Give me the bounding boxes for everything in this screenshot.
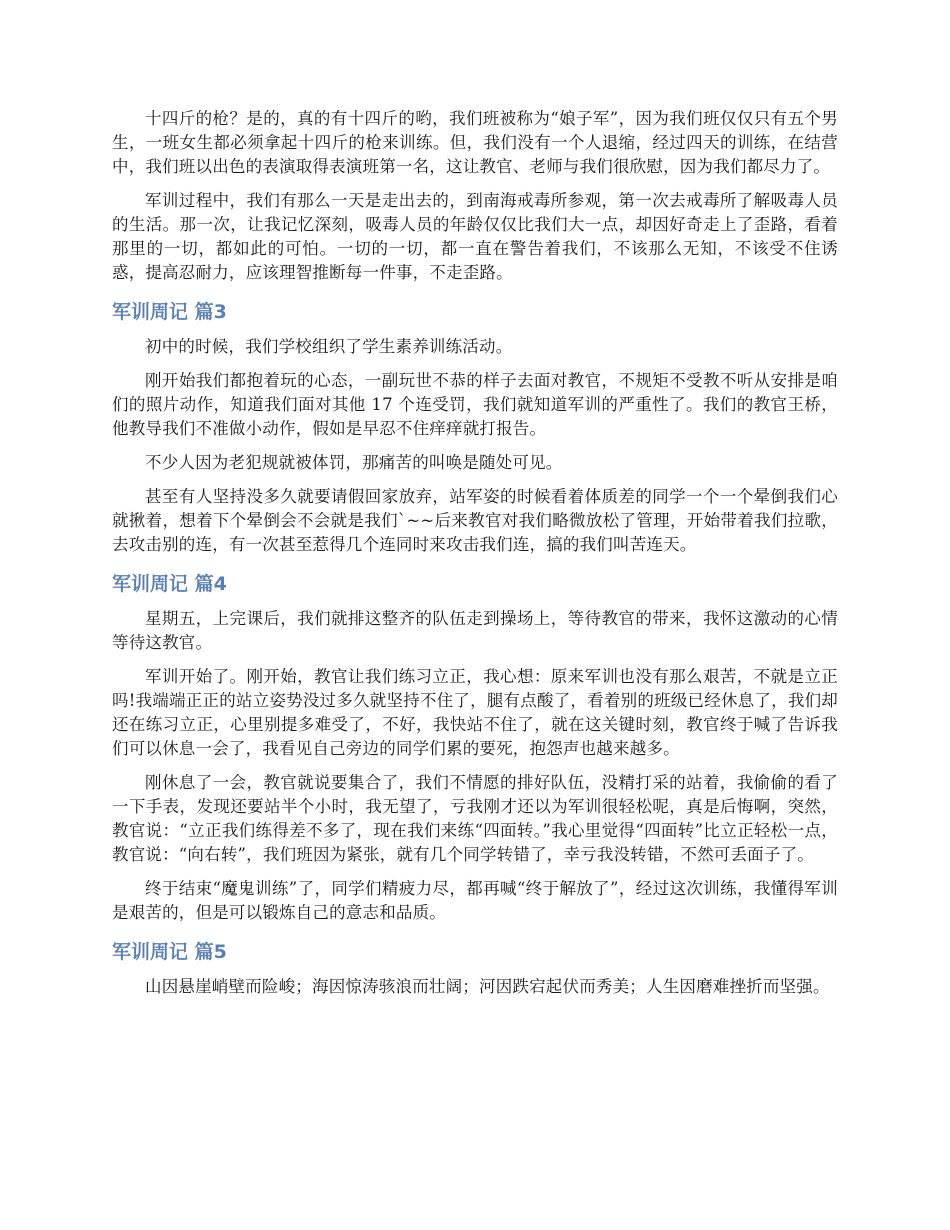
section-3 [112, 299, 838, 557]
section-intro [112, 107, 838, 285]
paragraph: 初中的时候，我们学校组织了学生素养训练活动。 [145, 337, 513, 356]
paragraph: 军训过程中，我们有那么一天是走出去的，到南海戒毒所参观，第一次去戒毒所了解吸毒人员的生活。那一次，让我记忆深刻，吸毒人员的年龄仅仅比我们大一点，却因好奇走上了歪路，看着那里的一切，都如此的可怕。一切的一切，都一直在警告着我们，不该那么无知，不该受不住诱惑，提高忍耐力，应该理智推断每一件事，不走歪路。 [112, 191, 838, 282]
section-heading: 军训周记 篇4 [112, 573, 227, 595]
paragraph: 军训开始了。刚开始，教官让我们练习立正，我心想：原来军训也没有那么艰苦，不就是立正吗!我端端正正的站立姿势没过多久就坚持不住了，腿有点酸了，看着别的班级已经休息了，我们却还在练习立正，心里别提多难受了，不好，我快站不住了，就在这关键时刻，教官终于喊了告诉我们可以休息一会了，我看见自己旁边的同学们累的要死，抱怨声也越来越多。 [112, 667, 838, 758]
section-heading: 军训周记 篇3 [112, 301, 227, 323]
paragraph: 不少人因为老犯规就被体罚，那痛苦的叫唤是随处可见。 [145, 453, 563, 472]
paragraph: 甚至有人坚持没多久就要请假回家放弃，站军姿的时候看着体质差的同学一个一个晕倒我们心就揪着，想着下个晕倒会不会就是我们`~~后来教官对我们略微放松了管理，开始带着我们拉歌，去攻击别的连，有一次甚至惹得几个连同时来攻击我们连，搞的我们叫苦连天。 [112, 487, 838, 554]
section-5 [112, 939, 838, 999]
paragraph: 山因悬崖峭壁而险峻；海因惊涛骇浪而壮阔；河因跌宕起伏而秀美；人生因磨难挫折而坚强。 [145, 977, 830, 996]
paragraph: 刚休息了一会，教官就说要集合了，我们不情愿的排好队伍，没精打采的站着，我偷偷的看了一下手表，发现还要站半个小时，我无望了，亏我刚才还以为军训很轻松呢，真是后悔啊，突然，教官说：“立正我们练得差不多了，现在我们来练“四面转。”我心里觉得“四面转”比立正轻松一点，教官说：“向右转”，我们班因为紧张，就有几个同学转错了，幸亏我没转错，不然可丢面子了。 [112, 773, 838, 864]
paragraph: 刚开始我们都抱着玩的心态，一副玩世不恭的样子去面对教官，不规矩不受教不听从安排是咱们的照片动作，知道我们面对其他 17 个连受罚，我们就知道军训的严重性了。我们的教官王桥，他教导我们不准做小动作，假如是早忍不住痒痒就打报告。 [112, 371, 838, 438]
section-4 [112, 571, 838, 925]
section-heading: 军训周记 篇5 [112, 941, 227, 963]
paragraph: 星期五，上完课后，我们就排这整齐的队伍走到操场上，等待教官的带来，我怀这激动的心情等待这教官。 [112, 609, 838, 652]
paragraph: 十四斤的枪？是的，真的有十四斤的哟，我们班被称为“娘子军”，因为我们班仅仅只有五个男生，一班女生都必须拿起十四斤的枪来训练。但，我们没有一个人退缩，经过四天的训练，在结营中，我们班以出色的表演取得表演班第一名，这让教官、老师与我们很欣慰，因为我们都尽力了。 [112, 109, 838, 176]
paragraph: 终于结束“魔鬼训练”了，同学们精疲力尽，都再喊“终于解放了”，经过这次训练，我懂得军训是艰苦的，但是可以锻炼自己的意志和品质。 [112, 879, 838, 922]
